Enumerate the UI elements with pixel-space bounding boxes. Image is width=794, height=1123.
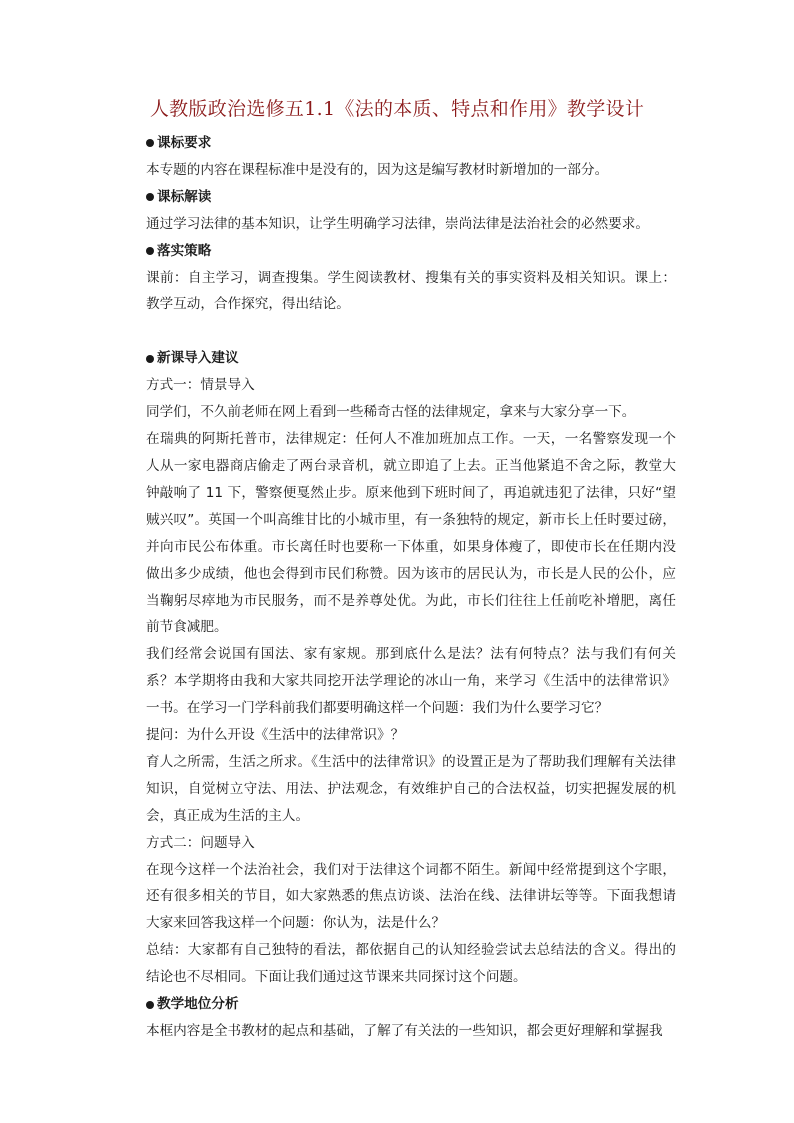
- paragraph: 本框内容是全书教材的起点和基础，了解了有关法的一些知识，都会更好理解和掌握我: [146, 1023, 663, 1039]
- heading-text: 新课导入建议: [157, 350, 239, 367]
- paragraph: 提问：为什么开设《生活中的法律常识》？: [146, 727, 405, 744]
- document-body: [146, 130, 676, 1045]
- bullet-icon: [146, 355, 154, 363]
- document-title: 人教版政治选修五1.1《法的本质、特点和作用》教学设计: [149, 98, 645, 120]
- heading-text: 课标要求: [157, 135, 212, 151]
- method-label: 方式一：情景导入: [146, 377, 255, 394]
- paragraph: 在瑞典的阿斯托普市，法律规定：任何人不准加班加点工作。一天，一名警察发现一个人从一家电器商店偷走了两台录音机，就立即追了上去。正当他紧追不舍之际，教堂大钟敲响了 11 下，警察便戛然止步。原来他到下班时间了，再追就违犯了法律，只好“望贼兴叹”。英国一个叫高维甘比的小城市里，有一条独特的规定，新市长上任时要过磅，并向市民公布体重。市长离任时也要称一下体重，如果身体瘦了，即使市长在任期内没做出多少成绩，他也会得到市民们称赞。因为该市的居民认为，市长是人民的公仆，应当鞠躬尽瘁地为市民服务，而不是养尊处优。为此，市长们往往上任前吃补增肥，离任前节食减肥。: [146, 431, 676, 636]
- bullet-icon: [146, 193, 154, 201]
- heading-text: 落实策略: [157, 242, 212, 259]
- section-heading-teaching-position: [146, 991, 676, 1018]
- paragraph: 育人之所需，生活之所求。《生活中的法律常识》的设置正是为了帮助我们理解有关法律知识，自觉树立守法、用法、护法观念，有效维护自己的合法权益，切实把握发展的机会，真正成为生活的主人。: [146, 753, 676, 824]
- method-label: 方式二：问题导入: [146, 834, 255, 851]
- bullet-icon: [146, 139, 154, 147]
- section-heading-lesson-intro: [146, 345, 676, 372]
- paragraph: 本专题的内容在课程标准中是没有的，因为这是编写教材时新增加的一部分。: [146, 161, 609, 178]
- bullet-icon: [146, 247, 154, 255]
- heading-text: 教学地位分析: [157, 996, 239, 1013]
- paragraph: 同学们，不久前老师在网上看到一些稀奇古怪的法律规定，拿来与大家分享一下。: [146, 404, 636, 421]
- bullet-icon: [146, 1001, 154, 1009]
- paragraph: 我们经常会说国有国法、家有家规。那到底什么是法？法有何特点？法与我们有何关系？本学期将由我和大家共同挖开法学理论的冰山一角，来学习《生活中的法律常识》一书。在学习一门学科前我们都要明确这样一个问题：我们为什么要学习它？: [146, 646, 676, 717]
- section-heading-curriculum-interpretation: [146, 184, 676, 211]
- spacer: [146, 318, 676, 345]
- section-heading-curriculum-requirements: [146, 130, 676, 157]
- paragraph: 在现今这样一个法治社会，我们对于法律这个词都不陌生。新闻中经常提到这个字眼，还有很多相关的节目，如大家熟悉的焦点访谈、法治在线、法律讲坛等等。下面我想请大家来回答我这样一个问题：你认为，法是什么？: [146, 861, 676, 932]
- paragraph: 总结：大家都有自己独特的看法，都依据自己的认知经验尝试去总结法的含义。得出的结论也不尽相同。下面让我们通过这节课来共同探讨这个问题。: [146, 942, 676, 986]
- heading-text: 课标解读: [157, 188, 212, 205]
- paragraph: 通过学习法律的基本知识，让学生明确学习法律，崇尚法律是法治社会的必然要求。: [146, 215, 649, 232]
- paragraph: 课前：自主学习，调查搜集。学生阅读教材、搜集有关的事实资料及相关知识。课上：教学互动，合作探究，得出结论。: [146, 269, 676, 313]
- section-heading-implementation-strategy: [146, 238, 676, 265]
